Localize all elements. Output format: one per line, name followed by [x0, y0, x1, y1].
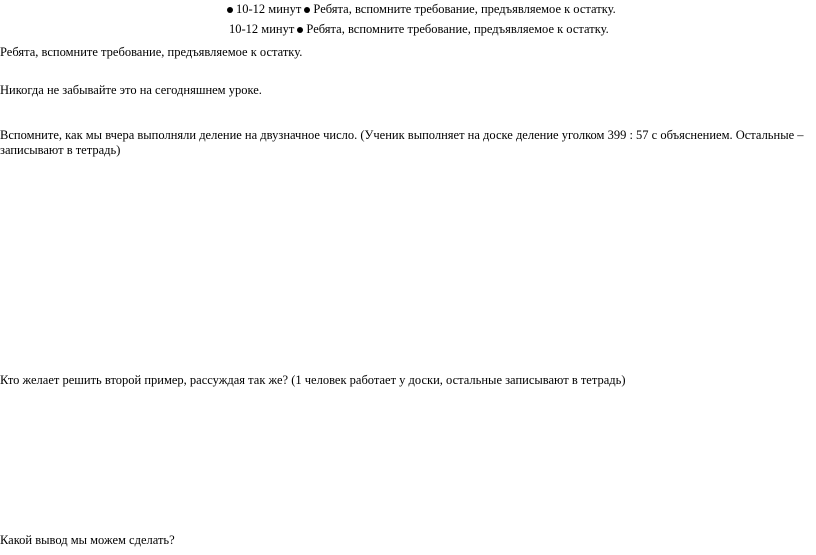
header-line-2-text: Ребята, вспомните требование, предъявляемое к остатку. [306, 22, 609, 36]
header-line-1-text: Ребята, вспомните требование, предъявляемое к остатку. [313, 2, 616, 16]
header-line-1 [227, 2, 616, 17]
paragraph-remainder-rule: Ребята, вспомните требование, предъявляемое к остатку. [0, 45, 303, 59]
bullet-dot-icon [227, 7, 233, 13]
paragraph-conclusion-question: Какой вывод мы можем сделать? [0, 533, 175, 547]
header-line-2 [229, 22, 609, 37]
bullet-dot-icon [304, 7, 310, 13]
paragraph-second-example: Кто желает решить второй пример, рассуждая так же? (1 человек работает у доски, остальные записывают в тетрадь) [0, 373, 626, 387]
paragraph-reminder: Никогда не забывайте это на сегодняшнем уроке. [0, 83, 262, 97]
header-line-1-time: 10-12 минут [236, 2, 302, 16]
paragraph-division-recall: Вспомните, как мы вчера выполняли деление на двузначное число. (Ученик выполняет на доске деление уголком 399 : 57 с объяснением. Остальные – записывают в тетрадь) [0, 128, 804, 157]
bullet-dot-icon [297, 27, 303, 33]
header-line-2-time: 10-12 минут [229, 22, 295, 36]
